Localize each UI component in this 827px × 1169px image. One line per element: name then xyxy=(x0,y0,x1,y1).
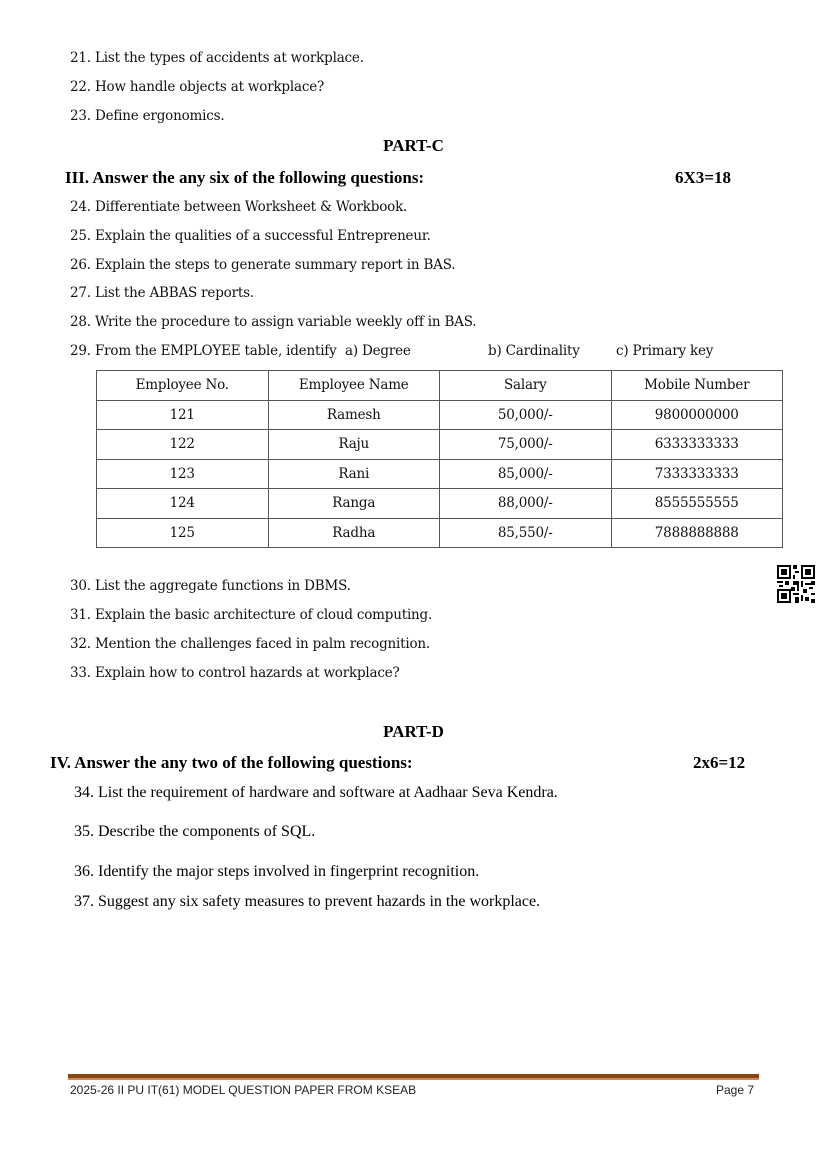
qr-code-icon[interactable] xyxy=(777,565,815,603)
question-text: Mention the challenges faced in palm recognition. xyxy=(94,636,430,652)
question-text: From the EMPLOYEE table, identify xyxy=(94,343,337,359)
table-row xyxy=(97,400,783,430)
question-number: 36. xyxy=(74,863,94,880)
part-c-title: PART-C xyxy=(383,136,444,155)
table-cell: Ramesh xyxy=(268,400,440,430)
table-header: Salary xyxy=(440,371,612,401)
question-number: 21. xyxy=(70,50,91,66)
question-number: 28. xyxy=(70,314,91,330)
question-number: 26. xyxy=(70,257,91,273)
question-text: How handle objects at workplace? xyxy=(94,79,325,95)
question-32 xyxy=(70,636,430,652)
question-29-option-a: a) Degree xyxy=(345,343,411,359)
page-number: Page 7 xyxy=(716,1083,755,1097)
table-cell: 50,000/- xyxy=(440,400,612,430)
table-row xyxy=(97,518,783,548)
part-c-marks: 6X3=18 xyxy=(675,168,731,187)
question-24 xyxy=(70,199,407,215)
table-row xyxy=(97,430,783,460)
question-number: 31. xyxy=(70,607,91,623)
question-34 xyxy=(74,784,558,802)
question-22 xyxy=(70,79,324,95)
question-text: List the types of accidents at workplace. xyxy=(94,50,364,66)
table-cell: 75,000/- xyxy=(440,430,612,460)
question-33 xyxy=(70,665,400,681)
question-28 xyxy=(70,314,476,330)
table-cell: 121 xyxy=(97,400,269,430)
question-29-option-b: b) Cardinality xyxy=(488,343,580,359)
table-cell: 9800000000 xyxy=(611,400,783,430)
question-number: 27. xyxy=(70,285,91,301)
question-31 xyxy=(70,607,432,623)
question-text: Explain the steps to generate summary report in BAS. xyxy=(94,257,456,273)
question-27 xyxy=(70,285,254,301)
question-23 xyxy=(70,108,224,124)
question-text: List the ABBAS reports. xyxy=(94,285,254,301)
question-text: Suggest any six safety measures to prevent hazards in the workplace. xyxy=(98,893,541,910)
question-36 xyxy=(74,863,479,881)
table-cell: 7333333333 xyxy=(611,459,783,489)
table-cell: 85,550/- xyxy=(440,518,612,548)
table-cell: 6333333333 xyxy=(611,430,783,460)
table-cell: 124 xyxy=(97,489,269,519)
question-text: Define ergonomics. xyxy=(94,108,225,124)
footer-title: 2025-26 II PU IT(61) MODEL QUESTION PAPER FROM KSEAB xyxy=(70,1083,417,1097)
question-21 xyxy=(70,50,364,66)
question-text: Explain the basic architecture of cloud computing. xyxy=(94,607,433,623)
table-cell: Ranga xyxy=(268,489,440,519)
question-25 xyxy=(70,228,431,244)
question-text: Describe the components of SQL. xyxy=(98,823,316,840)
table-cell: 125 xyxy=(97,518,269,548)
question-text: Differentiate between Worksheet & Workbook. xyxy=(94,199,408,215)
question-number: 29. xyxy=(70,343,91,359)
table-header: Mobile Number xyxy=(611,371,783,401)
table-cell: 123 xyxy=(97,459,269,489)
question-number: 25. xyxy=(70,228,91,244)
question-number: 33. xyxy=(70,665,91,681)
question-text: List the aggregate functions in DBMS. xyxy=(94,578,351,594)
table-cell: 88,000/- xyxy=(440,489,612,519)
employee-table xyxy=(96,370,783,548)
table-header-row xyxy=(97,371,783,401)
table-row xyxy=(97,459,783,489)
question-text: Write the procedure to assign variable weekly off in BAS. xyxy=(94,314,477,330)
question-number: 34. xyxy=(74,784,94,801)
table-cell: 85,000/- xyxy=(440,459,612,489)
footer-rule-shadow xyxy=(68,1078,759,1080)
question-number: 24. xyxy=(70,199,91,215)
table-cell: 122 xyxy=(97,430,269,460)
question-text: Explain how to control hazards at workplace? xyxy=(94,665,400,681)
part-d-marks: 2x6=12 xyxy=(693,753,746,772)
table-cell: Radha xyxy=(268,518,440,548)
table-cell: 8555555555 xyxy=(611,489,783,519)
question-text: Explain the qualities of a successful Entrepreneur. xyxy=(94,228,431,244)
part-c-instruction: III. Answer the any six of the following questions: xyxy=(65,168,425,187)
table-header: Employee Name xyxy=(268,371,440,401)
question-text: Identify the major steps involved in fingerprint recognition. xyxy=(98,863,480,880)
table-header: Employee No. xyxy=(97,371,269,401)
table-cell: 7888888888 xyxy=(611,518,783,548)
question-35 xyxy=(74,823,315,841)
question-number: 37. xyxy=(74,893,94,910)
question-number: 35. xyxy=(74,823,94,840)
question-29 xyxy=(70,343,337,359)
question-number: 23. xyxy=(70,108,91,124)
question-number: 30. xyxy=(70,578,91,594)
question-26 xyxy=(70,257,455,273)
question-37 xyxy=(74,893,540,911)
question-text: List the requirement of hardware and software at Aadhaar Seva Kendra. xyxy=(98,784,558,801)
table-cell: Rani xyxy=(268,459,440,489)
question-30 xyxy=(70,578,351,594)
table-row xyxy=(97,489,783,519)
part-d-title: PART-D xyxy=(383,722,444,741)
part-d-instruction: IV. Answer the any two of the following questions: xyxy=(50,753,413,772)
question-29-option-c: c) Primary key xyxy=(616,343,714,359)
table-cell: Raju xyxy=(268,430,440,460)
question-number: 22. xyxy=(70,79,91,95)
question-number: 32. xyxy=(70,636,91,652)
